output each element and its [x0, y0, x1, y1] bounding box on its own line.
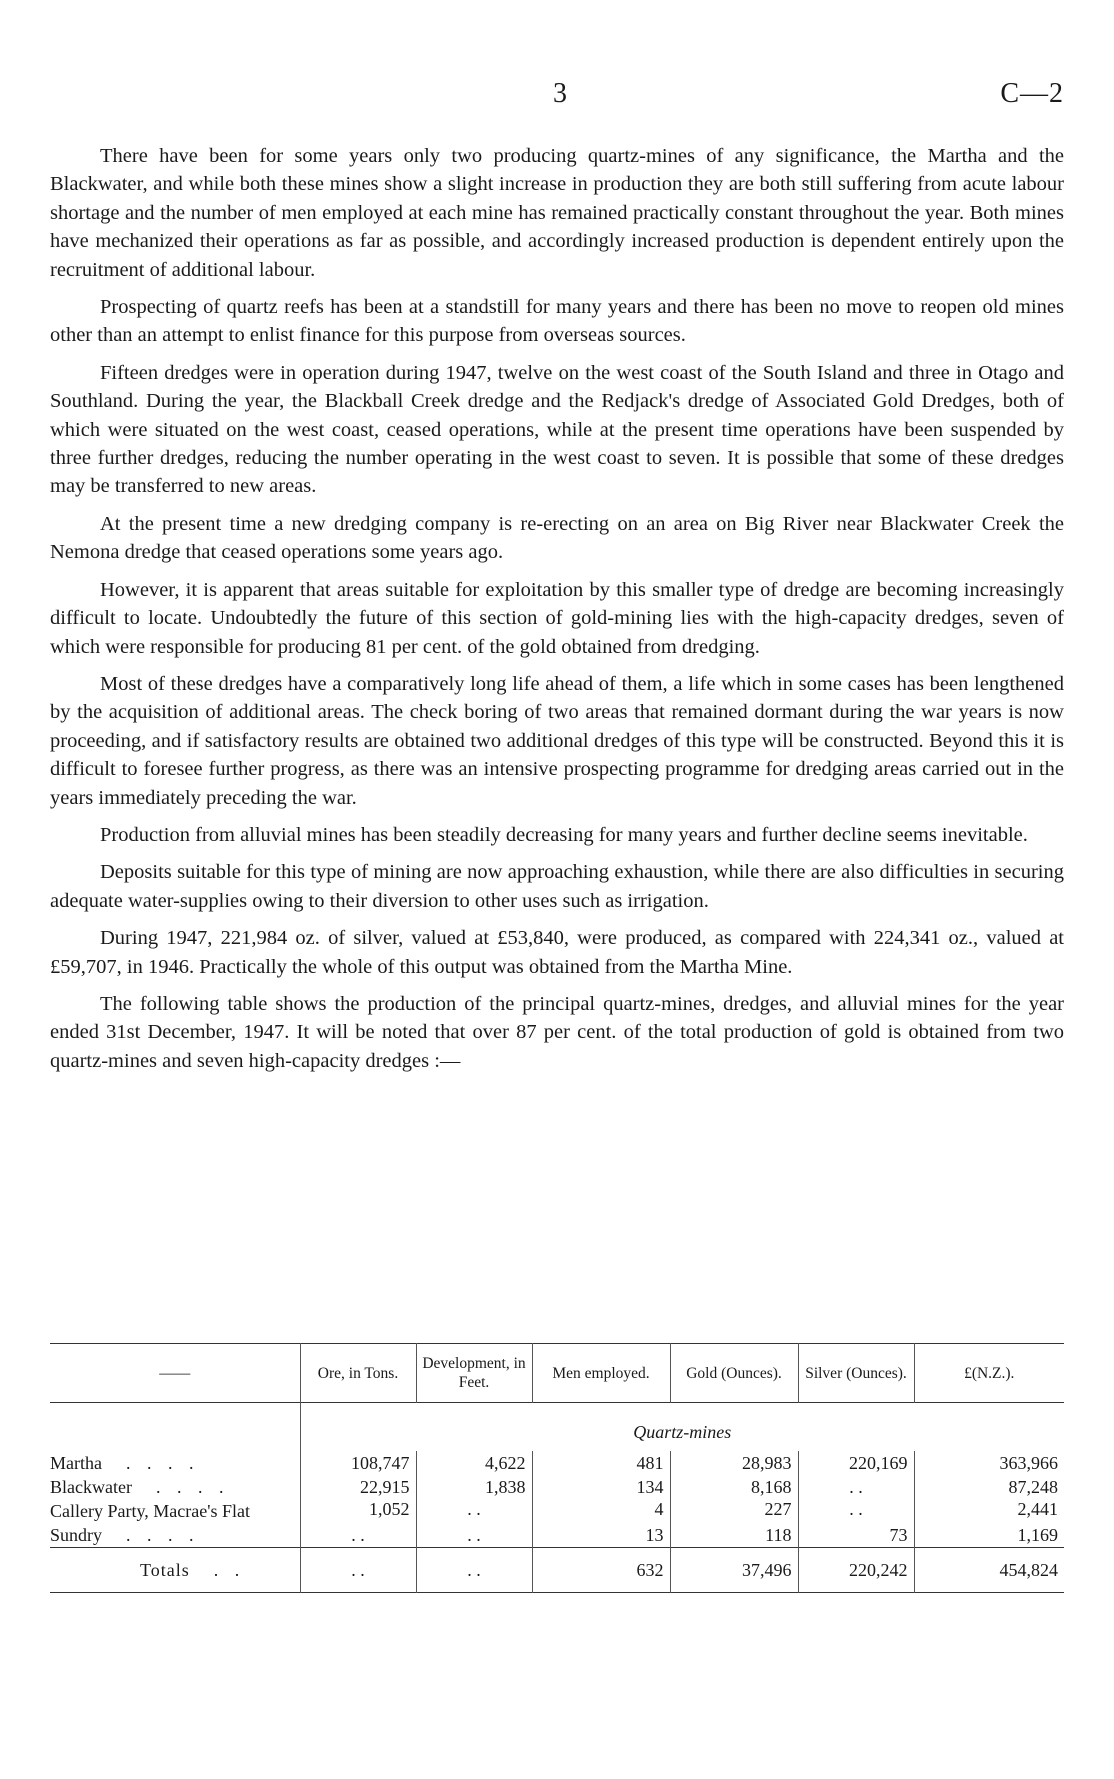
- cell-development: 1,838: [416, 1475, 532, 1499]
- header-silver: Silver (Ounces).: [798, 1344, 914, 1403]
- header-development: Development, in Feet.: [416, 1344, 532, 1403]
- cell-value: 87,248: [914, 1475, 1064, 1499]
- paragraph: Production from alluvial mines has been steadily decreasing for many years and further decline seems inevitable.: [100, 823, 1028, 846]
- paragraph: At the present time a new dredging company is re-erecting on an area on Big River near Blackwater Creek the Nemona dredge that ceased operations some years ago.: [50, 512, 1064, 564]
- header-ore: Ore, in Tons.: [300, 1344, 416, 1403]
- page-number: 3: [553, 78, 567, 109]
- header-blank: ——: [159, 1364, 191, 1382]
- cell-silver: . .: [798, 1475, 914, 1499]
- cell-men: 481: [532, 1451, 670, 1475]
- paragraph: Prospecting of quartz reefs has been at a standstill for many years and there has been no move to reopen old mines other than an attempt to enlist finance for this purpose from overseas sources.: [50, 296, 1064, 347]
- cell-gold: 28,983: [670, 1451, 798, 1475]
- leader-dots: . . . .: [155, 1477, 230, 1497]
- table-header-row: [50, 1344, 1064, 1403]
- document-reference: C—2: [1000, 78, 1064, 109]
- body-text: [50, 142, 1064, 1084]
- cell-development: . .: [416, 1499, 532, 1523]
- paragraph: The following table shows the production of the principal quartz-mines, dredges, and alluvial mines for the year ended 31st December, 1947. It will be noted that over 87 per cent. of the total production of gold is obtained from two quartz-mines and seven high-capacity dredges :—: [50, 992, 1064, 1072]
- row-name: Sundry: [50, 1525, 103, 1545]
- paragraph: Fifteen dredges were in operation during 1947, twelve on the west coast of the South Island and three in Otago and Southland. During the year, the Blackball Creek dredge and the Redjack's dredge of Associated Gold Dredges, both of which were situated on the west coast, ceased operations, while at the present time operations have been suspended by three further dredges, reducing the number operating in the west coast to seven. It is possible that some of these dredges may be transferred to new areas.: [50, 361, 1064, 498]
- row-name: Martha: [50, 1453, 102, 1473]
- header-gold: Gold (Ounces).: [670, 1344, 798, 1403]
- cell-silver: 73: [798, 1523, 914, 1548]
- total-gold: 37,496: [670, 1548, 798, 1593]
- page-header: [0, 78, 1114, 114]
- cell-ore: 1,052: [300, 1499, 416, 1523]
- leader-dots: . . . .: [126, 1525, 200, 1545]
- cell-ore: . .: [300, 1523, 416, 1548]
- cell-men: 134: [532, 1475, 670, 1499]
- cell-development: 4,622: [416, 1451, 532, 1475]
- total-men: 632: [532, 1548, 670, 1593]
- paragraph: Most of these dredges have a comparatively long life ahead of them, a life which in some cases has been lengthened by the acquisition of additional areas. The check boring of two areas that remained dormant during the war years is now proceeding, and if satisfactory results are obtained two additional dredges of this type will be constructed. Beyond this it is difficult to foresee further progress, as there was an intensive prospecting programme for dredging areas carried out in the years immediately preceding the war.: [50, 672, 1064, 809]
- paragraph: However, it is apparent that areas suitable for exploitation by this smaller type of dredge are becoming increasingly difficult to locate. Undoubtedly the future of this section of gold-mining lies with the high-capacity dredges, seven of which were responsible for producing 81 per cent. of the gold obtained from dredging.: [50, 578, 1064, 658]
- section-row: [50, 1403, 1064, 1452]
- cell-ore: 108,747: [300, 1451, 416, 1475]
- header-men: Men employed.: [532, 1344, 670, 1403]
- cell-value: 2,441: [914, 1499, 1064, 1523]
- totals-row: [50, 1548, 1064, 1593]
- paragraph: Deposits suitable for this type of mining are now approaching exhaustion, while there are also difficulties in securing adequate water-supplies owing to their diversion to other uses such as irrigation.: [50, 861, 1064, 912]
- paragraph: During 1947, 221,984 oz. of silver, valued at £53,840, were produced, as compared with 224,341 oz., valued at £59,707, in 1946. Practically the whole of this output was obtained from the Martha Mine.: [50, 927, 1064, 978]
- total-ore: . .: [300, 1548, 416, 1593]
- production-table: [50, 1343, 1064, 1593]
- total-development: . .: [416, 1548, 532, 1593]
- table-row: [50, 1499, 1064, 1523]
- header-value: £(N.Z.).: [914, 1344, 1064, 1403]
- cell-silver: 220,169: [798, 1451, 914, 1475]
- cell-value: 1,169: [914, 1523, 1064, 1548]
- cell-gold: 118: [670, 1523, 798, 1548]
- leader-dots: . . . .: [125, 1453, 200, 1473]
- total-silver: 220,242: [798, 1548, 914, 1593]
- table-row: [50, 1451, 1064, 1475]
- cell-value: 363,966: [914, 1451, 1064, 1475]
- row-name: Blackwater: [50, 1477, 132, 1497]
- table-row: [50, 1523, 1064, 1548]
- cell-ore: 22,915: [300, 1475, 416, 1499]
- cell-gold: 227: [670, 1499, 798, 1523]
- cell-men: 13: [532, 1523, 670, 1548]
- cell-gold: 8,168: [670, 1475, 798, 1499]
- totals-label: Totals: [140, 1559, 190, 1580]
- table-row: [50, 1475, 1064, 1499]
- paragraph: There have been for some years only two producing quartz-mines of any significance, the Martha and the Blackwater, and while both these mines show a slight increase in production they are both still suffering from acute labour shortage and the number of men employed at each mine has remained practically constant throughout the year. Both mines have mechanized their operations as far as possible, and accordingly increased production is dependent entirely upon the recruitment of additional labour.: [50, 145, 1064, 281]
- cell-silver: . .: [798, 1499, 914, 1523]
- row-name: Callery Party, Macrae's Flat: [50, 1501, 251, 1521]
- total-value: 454,824: [914, 1548, 1064, 1593]
- cell-development: . .: [416, 1523, 532, 1548]
- cell-men: 4: [532, 1499, 670, 1523]
- leader-dots: . .: [213, 1559, 246, 1580]
- section-title: Quartz-mines: [300, 1403, 1064, 1452]
